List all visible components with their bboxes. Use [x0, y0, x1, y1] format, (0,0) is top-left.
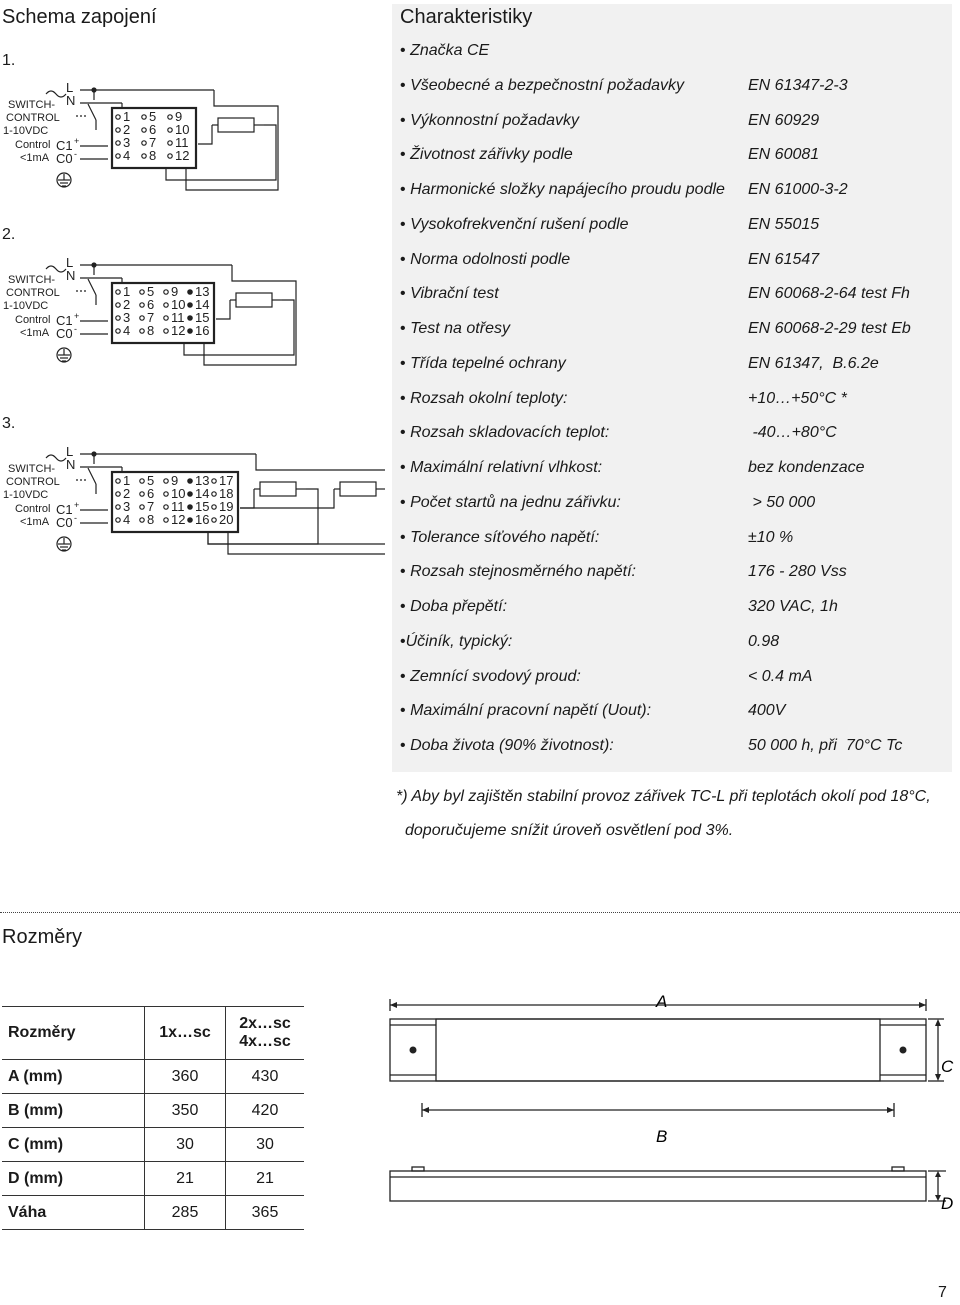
characteristic-label [400, 146, 573, 164]
characteristic-value: EN 61000-3-2 [748, 181, 848, 198]
characteristic-label-text: Norma odolnosti podle [410, 250, 571, 268]
terminal-number: 11 [171, 310, 185, 325]
bullet-icon: • [400, 181, 406, 198]
terminal-number: 2 [123, 486, 131, 501]
dimensions-table-header [2, 1007, 304, 1060]
terminal-number: 12 [175, 148, 190, 163]
plus-label: + [74, 500, 80, 510]
characteristic-label-text: Účiník, typický: [405, 632, 513, 650]
n-label: N [66, 93, 76, 108]
control-small-label: Control [15, 314, 51, 326]
terminal-number: 10 [171, 297, 186, 312]
header-col2 [226, 1007, 305, 1060]
l-label: L [66, 255, 74, 270]
c1-label: C1 [56, 502, 73, 517]
control-label: CONTROL [6, 476, 60, 488]
bullet-icon: • [400, 146, 406, 164]
terminal-number: 11 [171, 499, 185, 514]
dim-label-b: B [656, 1127, 668, 1146]
terminal-number: 2 [123, 122, 131, 137]
characteristic-value: EN 61347-2-3 [748, 76, 848, 94]
footnote-line-2: doporučujeme snížit úroveň osvětlení pod 3%. [405, 822, 734, 839]
bullet-icon: • [400, 285, 406, 303]
bullet-icon: • [400, 250, 406, 268]
footnote-line-1: *) Aby byl zajištěn stabilní provoz zářivek TC-L při teplotách okolí pod 18°C, [396, 788, 931, 805]
characteristic-label [400, 251, 570, 269]
table-row [2, 1128, 304, 1162]
characteristic-label-text: Životnost zářivky podle [410, 146, 573, 164]
bullet-icon: • [400, 737, 406, 754]
terminal-number: 6 [147, 486, 155, 501]
characteristic-label [400, 320, 510, 338]
terminal-number: 4 [123, 323, 131, 338]
terminal-number: 6 [147, 297, 155, 312]
bullet-icon: • [400, 111, 406, 129]
diagram-number-2: 2. [2, 226, 16, 243]
characteristics-title: Charakteristiky [400, 6, 533, 28]
terminal-number: 2 [123, 297, 131, 312]
terminal-number: 7 [147, 499, 155, 514]
characteristic-label-text: Maximální relativní vlhkost: [410, 459, 603, 476]
table-row [2, 1060, 304, 1094]
characteristic-label [400, 459, 602, 477]
l-label: L [66, 80, 74, 95]
terminal-number: 8 [147, 323, 155, 338]
row-label: C (mm) [2, 1128, 145, 1162]
plus-label: + [74, 311, 80, 321]
terminal-number: 13 [195, 284, 210, 299]
characteristic-value: 50 000 h, při 70°C Tc [748, 737, 903, 754]
characteristic-label [400, 112, 579, 130]
minus-label: - [74, 324, 77, 334]
terminal-number: 20 [219, 512, 234, 527]
terminal-number: 9 [175, 109, 183, 124]
minus-label: - [74, 149, 77, 159]
bullet-icon: • [400, 42, 406, 59]
characteristic-value: EN 60068-2-29 test Eb [748, 320, 911, 337]
terminal-number: 9 [171, 473, 179, 488]
header-col2-line1: 2x…sc [239, 1015, 291, 1032]
bullet-icon: • [400, 667, 406, 685]
row-col1: 30 [145, 1128, 226, 1162]
characteristic-value: +10…+50°C * [748, 389, 847, 407]
terminal-number: 4 [123, 512, 131, 527]
bullet-icon: • [400, 598, 406, 615]
characteristic-label [400, 529, 599, 547]
vdc-label: 1-10VDC [3, 300, 49, 312]
characteristic-label-text: Rozsah okolní teploty: [410, 389, 568, 407]
characteristic-label-text: Doba života (90% životnost): [410, 737, 614, 754]
c1-label: C1 [56, 313, 73, 328]
terminal-number: 1 [123, 109, 131, 124]
characteristic-label-text: Rozsah skladovacích teplot: [410, 424, 610, 442]
characteristic-label-text: Všeobecné a bezpečnostní požadavky [410, 76, 685, 94]
characteristic-label-text: Značka CE [410, 42, 490, 59]
c0-label: C0 [56, 151, 73, 166]
terminal-number: 17 [219, 473, 234, 488]
characteristic-label-text: Třída tepelné ochrany [410, 354, 566, 372]
bullet-icon: • [400, 632, 406, 650]
terminal-number: 16 [195, 323, 210, 338]
characteristic-label [400, 355, 566, 373]
characteristic-value: 176 - 280 Vss [748, 563, 847, 581]
terminal-number: 7 [147, 310, 155, 325]
bullet-icon: • [400, 320, 406, 337]
terminal-number: 8 [149, 148, 157, 163]
switch-label: SWITCH- [8, 463, 56, 475]
characteristic-value: -40…+80°C [748, 424, 837, 442]
bullet-icon: • [400, 76, 406, 94]
header-label: Rozměry [2, 1007, 145, 1060]
terminal-number: 11 [175, 135, 189, 150]
wiring-diagram-3 [0, 434, 385, 559]
terminal-number: 16 [195, 512, 210, 527]
row-label: D (mm) [2, 1162, 145, 1196]
characteristic-value: > 50 000 [748, 493, 816, 511]
terminal-number: 3 [123, 310, 131, 325]
control-label: CONTROL [6, 112, 60, 124]
dim-label-c: C [941, 1057, 954, 1076]
ma-label: <1mA [20, 327, 50, 339]
row-col2: 21 [226, 1162, 305, 1196]
bullet-icon: • [400, 702, 406, 720]
characteristic-label [400, 285, 499, 303]
terminal-number: 14 [195, 297, 210, 312]
terminal-number: 1 [123, 284, 131, 299]
terminal-number: 10 [175, 122, 190, 137]
terminal-number: 15 [195, 310, 210, 325]
characteristic-label [400, 494, 621, 512]
characteristic-label-text: Tolerance síťového napětí: [410, 528, 600, 546]
row-label: Váha [2, 1196, 145, 1230]
terminal-number: 5 [147, 284, 155, 299]
characteristic-label-text: Test na otřesy [410, 320, 510, 337]
terminal-number: 14 [195, 486, 210, 501]
plus-label: + [74, 136, 80, 146]
row-col2: 430 [226, 1060, 305, 1094]
characteristic-label [400, 77, 684, 95]
bullet-icon: • [400, 563, 406, 581]
row-col2: 365 [226, 1196, 305, 1230]
n-label: N [66, 457, 76, 472]
characteristic-value: 400V [748, 702, 786, 720]
row-col2: 420 [226, 1094, 305, 1128]
characteristic-label [400, 42, 489, 60]
switch-label: SWITCH- [8, 99, 56, 111]
terminal-number: 3 [123, 499, 131, 514]
bullet-icon: • [400, 215, 406, 233]
characteristic-label-text: Vysokofrekvenční rušení podle [410, 215, 629, 233]
l-label: L [66, 444, 74, 459]
characteristic-label-text: Rozsah stejnosměrného napětí: [410, 563, 636, 581]
characteristic-label-text: Maximální pracovní napětí (Uout): [410, 702, 652, 720]
terminal-number: 1 [123, 473, 131, 488]
header-col2-line2: 4x…sc [239, 1033, 291, 1050]
c1-label: C1 [56, 138, 73, 153]
characteristic-label [400, 633, 512, 651]
bullet-icon: • [400, 354, 406, 372]
characteristic-value: ±10 % [748, 528, 794, 546]
section-divider [0, 912, 960, 913]
minus-label: - [74, 513, 77, 523]
characteristic-value: EN 60081 [748, 146, 820, 164]
table-row [2, 1162, 304, 1196]
characteristic-label-text: Vibrační test [410, 285, 499, 303]
ballast-dimension-drawing [380, 985, 960, 1225]
characteristic-label-text: Počet startů na jednu zářivku: [410, 493, 621, 511]
characteristic-value: EN 61347, B.6.2e [748, 354, 879, 372]
vdc-label: 1-10VDC [3, 125, 49, 137]
row-col1: 21 [145, 1162, 226, 1196]
characteristic-label [400, 390, 567, 408]
characteristic-label [400, 598, 507, 616]
terminal-number: 18 [219, 486, 234, 501]
characteristic-label-text: Výkonnostní požadavky [410, 111, 580, 129]
bullet-icon: • [400, 389, 406, 407]
header-col1: 1x…sc [145, 1007, 226, 1060]
switch-label: SWITCH- [8, 274, 56, 286]
characteristic-label [400, 668, 581, 686]
terminal-number: 5 [149, 109, 157, 124]
characteristic-label [400, 424, 609, 442]
terminal-number: 15 [195, 499, 210, 514]
row-col1: 360 [145, 1060, 226, 1094]
wiring-diagram-2 [0, 245, 380, 370]
dimensions-table [2, 1006, 304, 1230]
terminal-number: 13 [195, 473, 210, 488]
wiring-diagram-1 [0, 70, 380, 195]
terminal-number: 7 [149, 135, 157, 150]
characteristic-label [400, 737, 614, 755]
terminal-number: 3 [123, 135, 131, 150]
table-row [2, 1094, 304, 1128]
characteristic-value: bez kondenzace [748, 459, 865, 476]
terminal-number: 12 [171, 323, 186, 338]
terminal-number: 4 [123, 148, 131, 163]
characteristic-label [400, 181, 725, 199]
dimensions-title: Rozměry [2, 926, 83, 948]
characteristic-value: < 0.4 mA [748, 667, 813, 685]
row-col1: 285 [145, 1196, 226, 1230]
control-small-label: Control [15, 139, 51, 151]
terminal-number: 5 [147, 473, 155, 488]
dim-label-a: A [656, 992, 668, 1011]
characteristic-value: EN 60068-2-64 test Fh [748, 285, 910, 303]
characteristic-label-text: Zemnící svodový proud: [410, 667, 581, 685]
diagram-number-1: 1. [2, 52, 16, 69]
characteristic-label [400, 563, 636, 581]
bullet-icon: • [400, 528, 406, 546]
characteristic-label [400, 216, 629, 234]
ma-label: <1mA [20, 516, 50, 528]
bullet-icon: • [400, 459, 406, 476]
terminal-number: 12 [171, 512, 186, 527]
characteristic-label-text: Harmonické složky napájecího proudu podle [410, 181, 725, 198]
row-label: B (mm) [2, 1094, 145, 1128]
table-row [2, 1196, 304, 1230]
n-label: N [66, 268, 76, 283]
bullet-icon: • [400, 424, 406, 442]
vdc-label: 1-10VDC [3, 489, 49, 501]
terminal-number: 6 [149, 122, 157, 137]
characteristic-value: EN 60929 [748, 111, 820, 129]
dim-label-d: D [941, 1194, 954, 1213]
control-small-label: Control [15, 503, 51, 515]
row-col2: 30 [226, 1128, 305, 1162]
characteristic-value: EN 61547 [748, 250, 820, 268]
ma-label: <1mA [20, 152, 50, 164]
characteristic-value: 0.98 [748, 632, 780, 650]
terminal-number: 19 [219, 499, 234, 514]
terminal-number: 8 [147, 512, 155, 527]
control-label: CONTROL [6, 287, 60, 299]
row-label: A (mm) [2, 1060, 145, 1094]
c0-label: C0 [56, 326, 73, 341]
characteristic-label [400, 702, 651, 720]
terminal-number: 9 [171, 284, 179, 299]
terminal-number: 10 [171, 486, 186, 501]
characteristic-value: EN 55015 [748, 215, 820, 233]
c0-label: C0 [56, 515, 73, 530]
diagram-number-3: 3. [2, 415, 16, 432]
page-number: 7 [938, 1284, 947, 1301]
wiring-title: Schema zapojení [2, 6, 157, 28]
characteristic-label-text: Doba přepětí: [410, 598, 508, 615]
bullet-icon: • [400, 493, 406, 511]
row-col1: 350 [145, 1094, 226, 1128]
characteristic-value: 320 VAC, 1h [748, 598, 838, 615]
